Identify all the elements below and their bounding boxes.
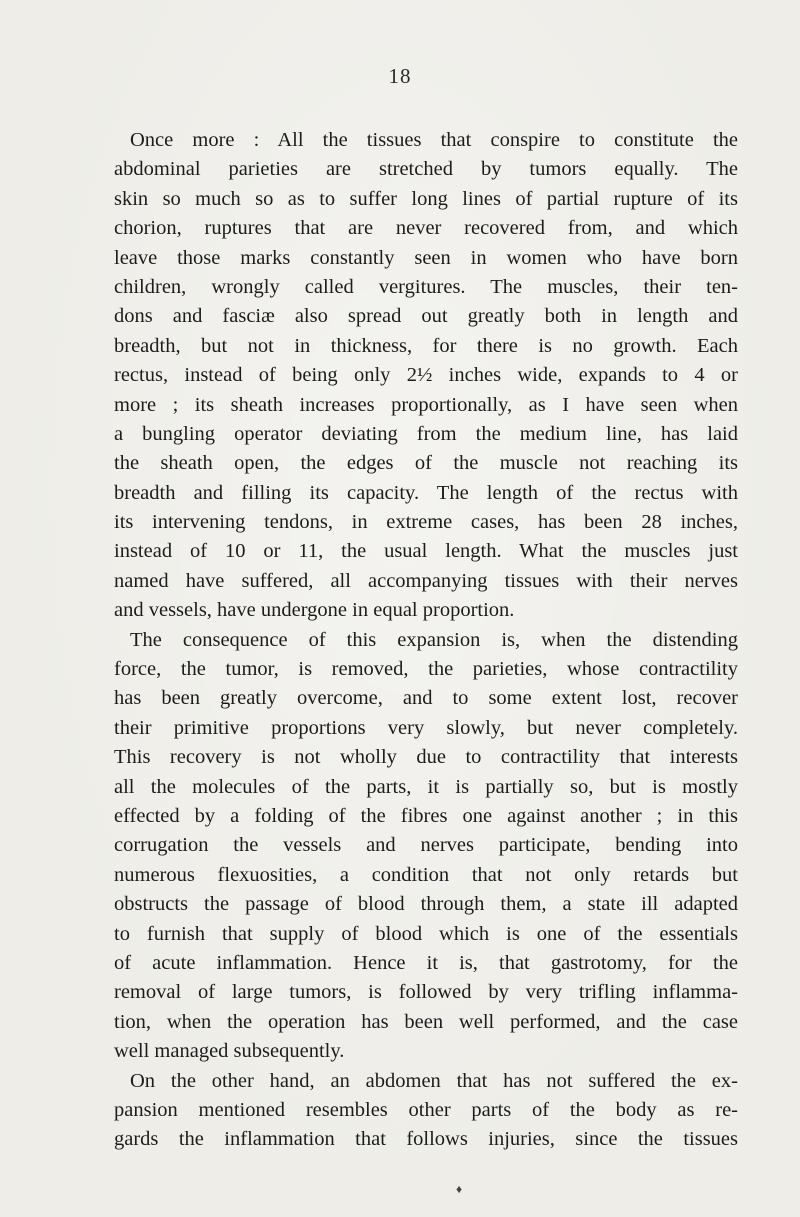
text-line: leave those marks constantly seen in women who have born [114,246,738,269]
text-line: and vessels, have undergone in equal proportion. [114,599,515,622]
text-line: a bungling operator deviating from the medium line, has laid [114,422,738,445]
text-line: to furnish that supply of blood which is one of the essentials [114,922,738,945]
text-line: breadth, but not in thickness, for there is no growth. Each [114,334,738,357]
text-line: removal of large tumors, is followed by very trifling inflamma- [114,981,738,1004]
text-line: named have suffered, all accompanying tissues with their nerves [114,569,738,592]
text-line: abdominal parieties are stretched by tumors equally. The [114,158,738,181]
text-line: The consequence of this expansion is, when the distending [130,628,738,651]
text-line: gards the inflammation that follows injuries, since the tissues [114,1128,738,1151]
text-line: instead of 10 or 11, the usual length. What the muscles just [114,540,738,563]
text-line: children, wrongly called vergitures. The muscles, their ten- [114,275,738,298]
text-line: their primitive proportions very slowly, but never completely. [114,716,738,739]
text-line: breadth and filling its capacity. The length of the rectus with [114,481,738,504]
text-line: all the molecules of the parts, it is partially so, but is mostly [114,775,738,798]
text-line: rectus, instead of being only 2½ inches wide, expands to 4 or [114,364,738,387]
text-line: well managed subsequently. [114,1040,345,1063]
text-line: This recovery is not wholly due to contractility that interests [114,746,738,769]
text-line: pansion mentioned resembles other parts of the body as re- [114,1098,738,1121]
text-line: of acute inflammation. Hence it is, that gastrotomy, for the [114,951,738,974]
text-line: dons and fasciæ also spread out greatly both in length and [114,305,738,328]
text-line: chorion, ruptures that are never recovered from, and which [114,217,738,240]
body-text [114,126,738,1155]
text-line: obstructs the passage of blood through them, a state ill adapted [114,893,738,916]
text-line: more ; its sheath increases proportionally, as I have seen when [114,393,738,416]
text-line: numerous flexuosities, a condition that not only retards but [114,863,738,886]
text-line: Once more : All the tissues that conspire to constitute the [130,129,738,151]
footer-mark: ♦ [456,1182,463,1196]
text-line: the sheath open, the edges of the muscle not reaching its [114,452,738,475]
text-line: effected by a folding of the fibres one against another ; in this [114,804,738,827]
text-line: On the other hand, an abdomen that has not suffered the ex- [130,1069,738,1092]
text-line: its intervening tendons, in extreme cases, has been 28 inches, [114,511,738,534]
page-number: 18 [388,64,412,88]
text-line: force, the tumor, is removed, the parieties, whose contractility [114,658,738,681]
text-line: has been greatly overcome, and to some extent lost, recover [114,687,738,710]
text-line: corrugation the vessels and nerves participate, bending into [114,834,738,857]
text-line: skin so much so as to suffer long lines of partial rupture of its [114,187,738,210]
text-line: tion, when the operation has been well performed, and the case [114,1010,738,1033]
